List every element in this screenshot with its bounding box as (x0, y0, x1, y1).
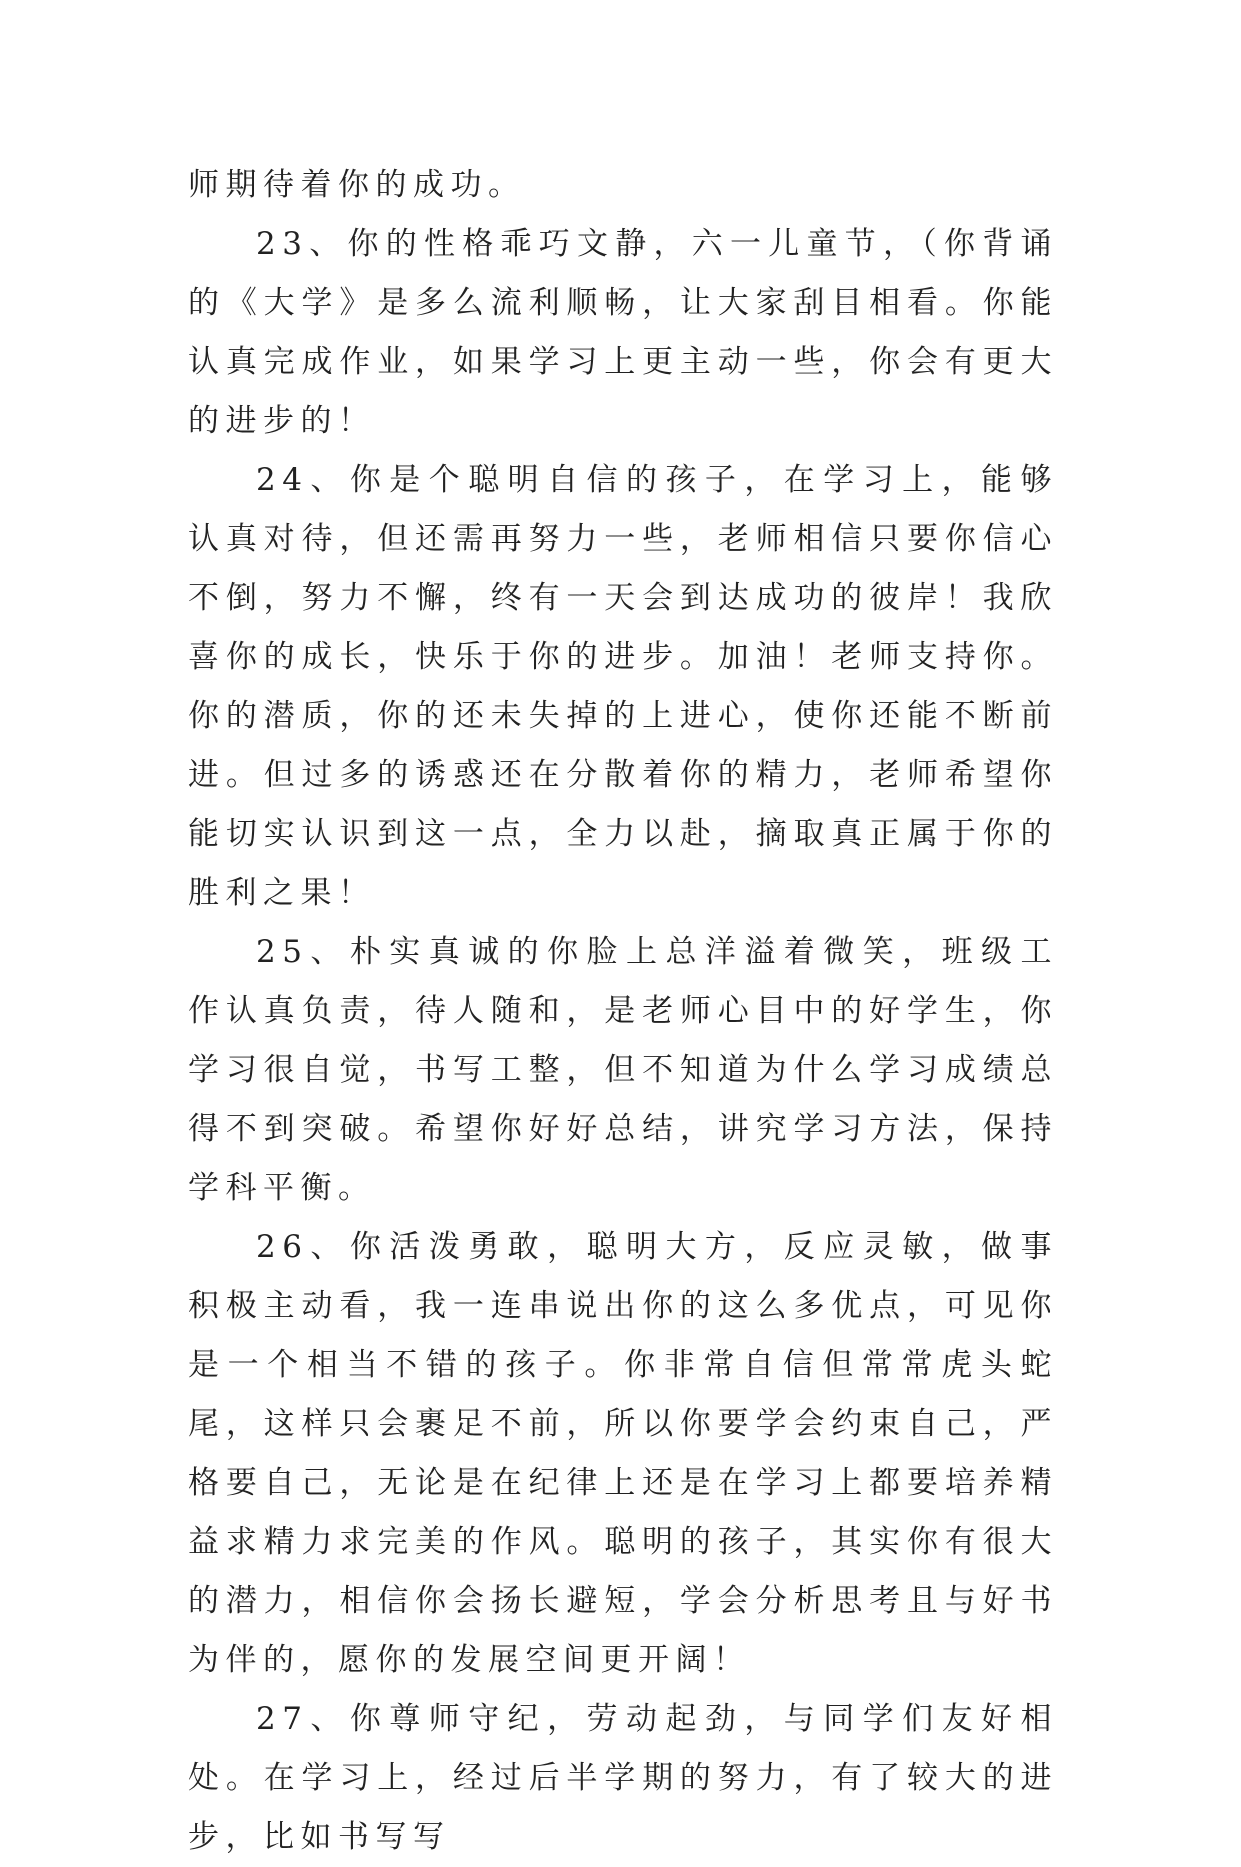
paragraph-27: 27、你尊师守纪，劳动起劲，与同学们友好相处。在学习上，经过后半学期的努力，有了较大的进步，比如书写写 (188, 1701, 1058, 1855)
paragraph-25: 25、朴实真诚的你脸上总洋溢着微笑，班级工作认真负责，待人随和，是老师心目中的好学生，你学习很自觉，书写工整，但不知道为什么学习成绩总得不到突破。希望你好好总结，讲究学习方法，保持学科平衡。 (188, 934, 1058, 1206)
paragraph-26: 26、你活泼勇敢，聪明大方，反应灵敏，做事积极主动看，我一连串说出你的这么多优点，可见你是一个相当不错的孩子。你非常自信但常常虎头蛇尾，这样只会裹足不前，所以你要学会约束自己，严格要自己，无论是在纪律上还是在学习上都要培养精益求精力求完美的作风。聪明的孩子，其实你有很大的潜力，相信你会扬长避短，学会分析思考且与好书为伴的，愿你的发展空间更开阔！ (188, 1229, 1058, 1678)
paragraph-23: 23、你的性格乖巧文静，六一儿童节，（你背诵的《大学》是多么流利顺畅，让大家刮目相看。你能认真完成作业，如果学习上更主动一些，你会有更大的进步的！ (188, 226, 1058, 439)
paragraph-continuation: 师期待着你的成功。 (188, 167, 526, 203)
document-body (188, 156, 1058, 1867)
paragraph-24: 24、你是个聪明自信的孩子，在学习上，能够认真对待，但还需再努力一些，老师相信只要你信心不倒，努力不懈，终有一天会到达成功的彼岸！我欣喜你的成长，快乐于你的进步。加油！老师支持你。 你的潜质，你的还未失掉的上进心，使你还能不断前进。但过多的诱惑还在分散着你的精力，老师希望你能切实认识到这一点，全力以赴，摘取真正属于你的胜利之果！ (188, 462, 1058, 911)
